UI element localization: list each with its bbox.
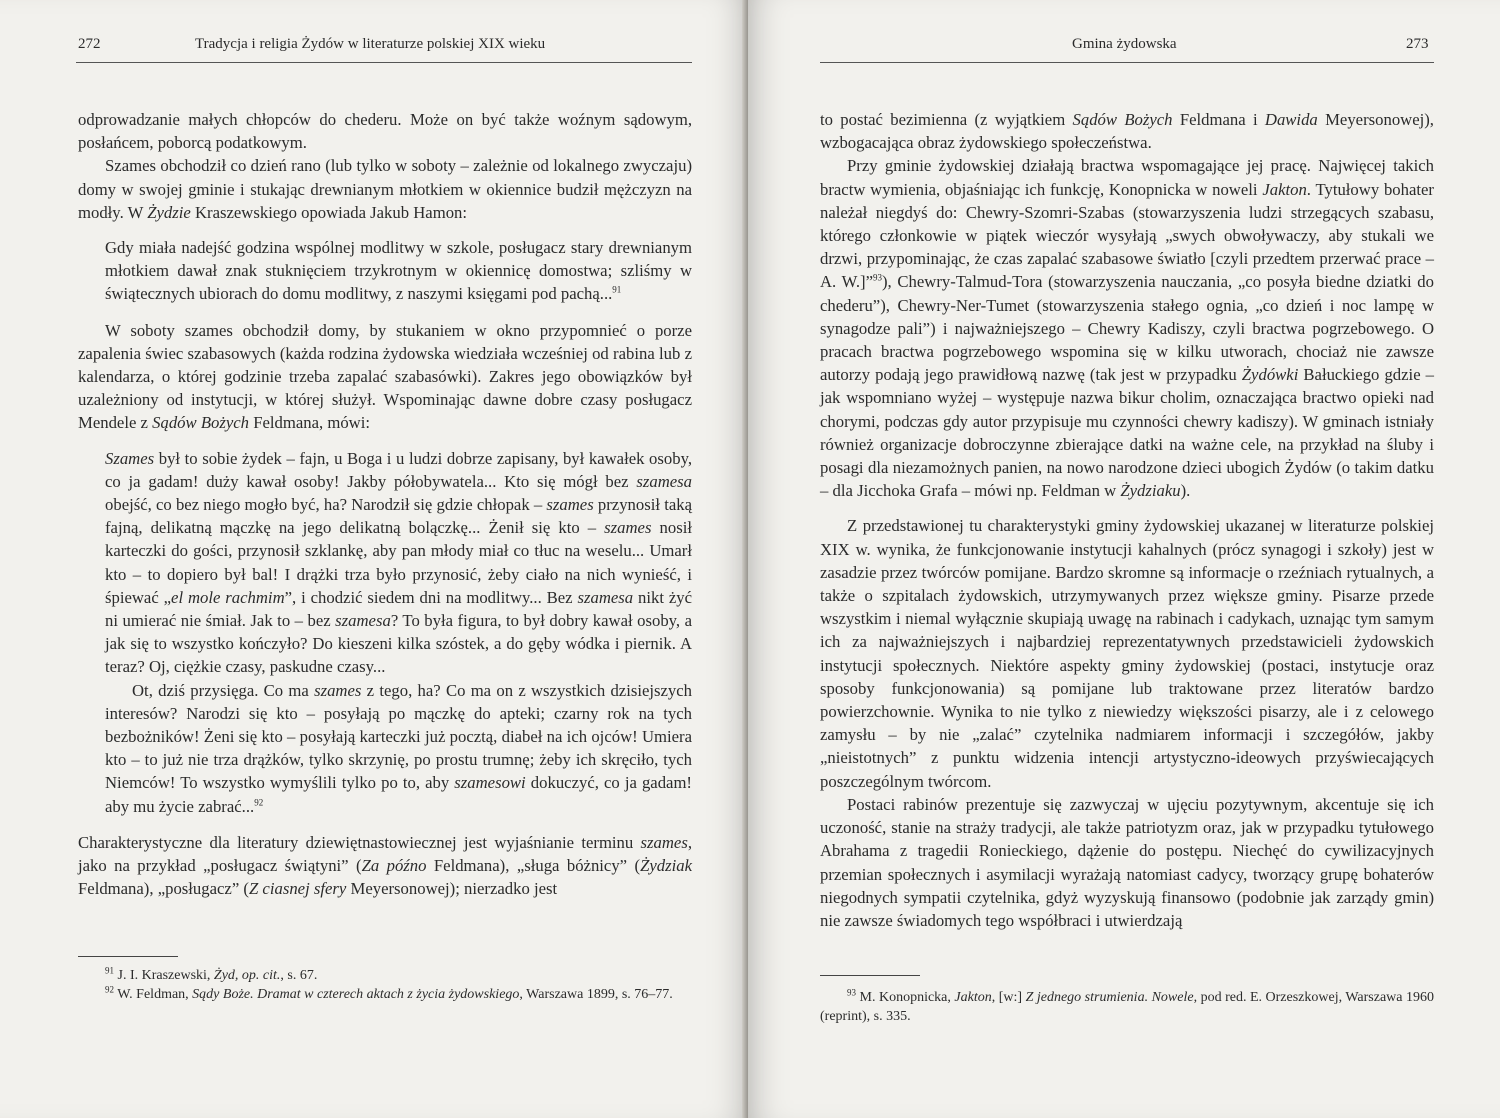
- text-run-italic: Żydówki: [1241, 365, 1299, 385]
- footnote-text: [820, 990, 1434, 1024]
- text-run: obejść, co bez niego mogło być, ha? Narodził się gdzie chłopak –: [105, 495, 547, 515]
- text-run: Kraszewskiego opowiada Jakub Hamon:: [190, 202, 468, 222]
- text-run: J. I. Kraszewski,: [117, 968, 214, 983]
- paragraph: [820, 108, 1434, 154]
- page-number-left: 272: [78, 36, 101, 52]
- block-quote: [78, 236, 692, 306]
- text-run: ”, i chodzić siedem dni na modlitwy... Bez: [284, 587, 578, 607]
- text-run: to postać bezimienna (z wyjątkiem: [820, 110, 1073, 129]
- left-body-text: [78, 108, 692, 901]
- text-run-italic: szames: [640, 832, 688, 852]
- footnote-ref: 93: [872, 272, 882, 283]
- footnote-ref: 91: [612, 284, 622, 295]
- text-run-italic: Z ciasnej sfery: [248, 879, 347, 899]
- header-rule-left: [76, 62, 692, 63]
- text-run: nikt żyć ni umierać nie śmiał. Jak to – bez: [105, 587, 693, 631]
- text-run: Szames obchodził co dzień rano (lub tylko w soboty – zależnie od lokalnego zwyczaju) domy w swojej gminie i stukając drewnianym młotkiem w okiennice budził mężczyzn na modły. W: [78, 156, 692, 222]
- text-run-italic: Z jednego strumienia. Nowele: [1025, 990, 1194, 1005]
- text-run-italic: szames: [604, 518, 652, 538]
- text-run-italic: Jakton: [954, 990, 992, 1005]
- text-run-italic: Żydziak: [640, 856, 692, 876]
- text-run: W soboty szames obchodził domy, by stukaniem w okno przypomnieć o porze zapalenia świec szabasowych (każda rodzina żydowska wiedziała wcześniej od rabina lub z kalendarza, o której godzinie trzeba zapalać szabasówki). Zakres jego obowiązków był uzależniony od instytucji, w której służył. Wspominając dawne dobre czasy posługacz Mendele z: [78, 320, 692, 433]
- text-run: przynosił taką fajną, delikatną mączkę na jego delikatną bolączkę... Żenił się kto –: [105, 495, 692, 538]
- footnote-number: 92: [105, 984, 114, 995]
- footnote-ref: 92: [254, 797, 264, 808]
- footnote-rule: [78, 956, 178, 957]
- paragraph: [78, 831, 692, 901]
- text-run-italic: szamesa: [577, 587, 634, 607]
- running-title-right: Gmina żydowska: [1072, 36, 1177, 52]
- text-run: ? To była figura, to był dobry kawał osoby, a jak się to wszystko kończyło? Do kieszeni kilka szóstek, a do gęby wódka i piernik. A teraz? Oj, ciężkie czasy, paskudne czasy...: [105, 611, 692, 677]
- footnote-91: [78, 966, 692, 985]
- paragraph: odprowadzanie małych chłopców do chederu. Może on być także woźnym sądowym, posłańcem, poborcą podatkowym.: [78, 110, 692, 153]
- text-run: Przy gminie żydowskiej działają bractwa wspomagające jej pracę. Najwięcej takich bractw wymienia, objaśniając ich funkcję, Konopnicka w noweli: [820, 156, 1434, 199]
- text-run: Feldmana), „posługacz” (: [78, 879, 249, 899]
- text-run-italic: Żyd, op. cit.: [213, 968, 281, 983]
- text-run: z tego, ha? Co ma on z wszystkich dzisiejszych interesów? Narodzi się kto – posyłają po mączkę do apteki; czarny rok na tych bezbożników! Żeni się kto – posyłają karteczki już pocztą, diabeł na ich ojców! Umiera kto – to już nie trza drążków, tylko skrzynię, po prostu trumnę; żeby ich skręciło, tych Niemców! To wszystko wymyślili tylko po to, aby: [105, 680, 692, 793]
- text-run-italic: szamesa: [335, 611, 391, 631]
- footnotes-left: [78, 966, 692, 1004]
- text-run: W. Feldman,: [117, 987, 193, 1002]
- footnote-number: 91: [105, 965, 114, 976]
- paragraph: [78, 319, 692, 435]
- running-title-left: Tradycja i religia Żydów w literaturze polskiej XIX wieku: [195, 36, 546, 52]
- text-run-italic: Sądy Boże. Dramat w czterech aktach z życia żydowskiego: [192, 987, 520, 1002]
- header-rule-right: [820, 62, 1434, 63]
- text-run-italic: szames: [546, 495, 594, 515]
- text-run: nosił karteczki do gości, przynosił szklankę, aby pan młody miał co tłuc na weselu... Umarł kto – to dopiero był bal! I drążki trza było przynosić, żeby ciało na nich wynieść, i śpiewać „: [105, 518, 692, 607]
- text-run: M. Konopnicka,: [859, 990, 955, 1005]
- text-runs: [105, 681, 692, 816]
- footnote-92: [78, 985, 692, 1004]
- text-run: Gdy miała nadejść godzina wspólnej modlitwy w szkole, posługacz stary drewnianym młotkiem dawał znak stuknięciem trzykrotnym w okiennicę domostwa; szliśmy w świątecznych ubiorach do domu modlitwy, z naszymi księgami pod pachą...: [105, 238, 692, 304]
- footnote-rule: [820, 975, 920, 976]
- text-run-italic: Żydziaku: [1120, 481, 1181, 501]
- text-run: , jako na przykład „posługacz świątyni” (: [78, 832, 692, 876]
- footnotes-right: [820, 988, 1434, 1026]
- quote-paragraph: [105, 679, 692, 818]
- text-run: . Tytułowy bohater należał niegdyś do: Chewry-Szomri-Szabas (stowarzyszenia ludzi strzegących szabasu, którego członkowie w piątek wieczór wysyłają „swych obwoływaczy, aby stukali we drzwi, przypominając, że czas zapalać szabasowe światło [czyli przedtem przerwać prace – A. W.]”: [820, 179, 1434, 292]
- page-number-right: 273: [1406, 36, 1429, 52]
- text-run: , [w:]: [991, 990, 1026, 1005]
- paragraph: [78, 154, 692, 224]
- text-run: Ot, dziś przysięga. Co ma: [132, 680, 315, 700]
- text-run: , s. 67.: [280, 968, 318, 983]
- text-run-italic: Sądów Bożych: [152, 413, 250, 433]
- text-run-italic: Jakton: [1262, 179, 1307, 199]
- paragraph: Z przedstawionej tu charakterystyki gminy żydowskiej ukazanej w literaturze polskiej XIX w. wynika, że funkcjonowanie instytucji kahalnych (prócz synagogi i szkoły) jest w zasadzie przez twórców pomijane. Bardzo skromne są informacje o rzeźniach rytualnych, a także o szpitalach żydowskich, utrzymywanych przez większe gminy. Pisarze przede wszystkim i niemal wyłącznie skupiają uwagę na rabinach i cadykach, uznając tym samym ich za najważniejszych i najbardziej reprezentatywnych przedstawicieli żydowskich instytucji społecznych. Niektóre aspekty gminy żydowskiej (postaci, instytucje oraz sposoby funkcjonowania) są pomijane lub traktowane przez literatów bardzo powierzchownie. Wynika to nie tylko z niewiedzy większości pisarzy, ale i z celowego zamysłu – by nie „zalać” czytelnika nadmiarem informacji i szczegółów, jakby „nieistotnych” z punktu widzenia intencji artystyczno-ideowych przyświecających poszczególnym twórcom.: [820, 516, 1434, 791]
- right-page: [748, 0, 1500, 1118]
- footnote-93: [820, 988, 1434, 1026]
- text-run-italic: Sądów Bożych: [1072, 110, 1173, 129]
- footnote-number: 93: [847, 987, 856, 998]
- text-run: Feldmana, mówi:: [249, 413, 370, 433]
- text-run: dokuczyć, co ja gadam! aby mu życie zabrać...: [105, 773, 692, 816]
- left-page: [0, 0, 748, 1118]
- text-run: Meyersonowej); nierzadko jest: [346, 879, 558, 899]
- paragraph: [820, 154, 1434, 502]
- text-run-italic: Za późno: [361, 856, 427, 876]
- text-run: Feldmana i: [1172, 110, 1265, 129]
- text-run: Meyersonowej), wzbogacająca obraz żydowskiego społeczeństwa.: [820, 110, 1434, 153]
- block-quote: [78, 447, 692, 818]
- text-run: , Warszawa 1899, s. 76–77.: [519, 987, 673, 1002]
- text-run-italic: Żydzie: [147, 202, 191, 222]
- paragraph: Postaci rabinów prezentuje się zazwyczaj w ujęciu pozytywnym, akcentuje się ich uczoność, stanie na straży tradycji, ale także patriotyzm oraz, jak w przypadku tytułowego Abrahama z tragedii Ronieckiego, dążenie do postępu. Niechęć do cywilizacyjnych przemian społecznych i asymilacji wyrażają natomiast cadycy, tworzący grupę bohaterów niegodnych sympatii czytelnika, gdyż wyzyskują finansowo (podobnie jak zarządy gmin) nie zawsze świadomych tego współbraci i utwierdzają: [820, 794, 1434, 930]
- right-body-text: [820, 108, 1434, 932]
- text-run: ).: [1180, 481, 1191, 501]
- text-run: był to sobie żydek – fajn, u Boga i u ludzi dobrze zapisany, był kawałek osoby, co ja gadam! duży kawał osoby! Jakby półobywatela... Kto się mógł bez: [105, 448, 692, 491]
- quote-paragraph: [105, 447, 692, 679]
- text-run-italic: Dawida: [1264, 110, 1318, 129]
- text-run: Charakterystyczne dla literatury dziewiętnastowiecznej jest wyjaśnianie terminu: [78, 832, 641, 852]
- text-run: Bałuckiego gdzie – jak wspomniano wyżej – występuje nazwa bikur cholim, oznaczająca bractwo opieki nad chorymi, podczas gdy autor przypisuje mu czynności chewry kadiszy). W gminach istniały również organizacje dobroczynne zbierające datki na ważne cele, na przykład na śluby i posagi dla niezamożnych panien, na nowo narodzone dzieci ubogich Żydów (o takim datku – dla Jicchoka Grafa – mówi np. Feldman w: [820, 365, 1434, 501]
- footnote-text: [118, 968, 318, 983]
- text-run: , pod red. E. Orzeszkowej, Warszawa 1960 (reprint), s. 335.: [820, 990, 1435, 1024]
- text-run: Feldmana), „sługa bóżnicy” (: [426, 856, 641, 876]
- text-run-italic: szamesa: [636, 471, 692, 491]
- quote-paragraph: [105, 236, 692, 306]
- text-run-italic: Szames: [105, 448, 155, 468]
- footnote-text: [117, 987, 673, 1002]
- text-run-italic: szames: [314, 680, 362, 700]
- paragraph-gap: [820, 502, 1434, 514]
- text-run-italic: szamesowi: [454, 773, 526, 793]
- text-run: ), Chewry-Talmud-Tora (stowarzyszenia nauczania, „co posyła biedne dziatki do chederu”), Chewry-Ner-Tumet (stowarzyszenia stałego ognia, „co dzień i noc lampę w synagodze pali”) i najważniejszego – Chewry Kadiszy, czyli bractwa pogrzebowego. O pracach bractwa pogrzebowego wspomina się w kilku utworach, chociaż nie zawsze autorzy podają jego prawidłową nazwę (tak jest w przypadku: [820, 272, 1434, 385]
- text-run-italic: el mole rachmim: [171, 587, 285, 607]
